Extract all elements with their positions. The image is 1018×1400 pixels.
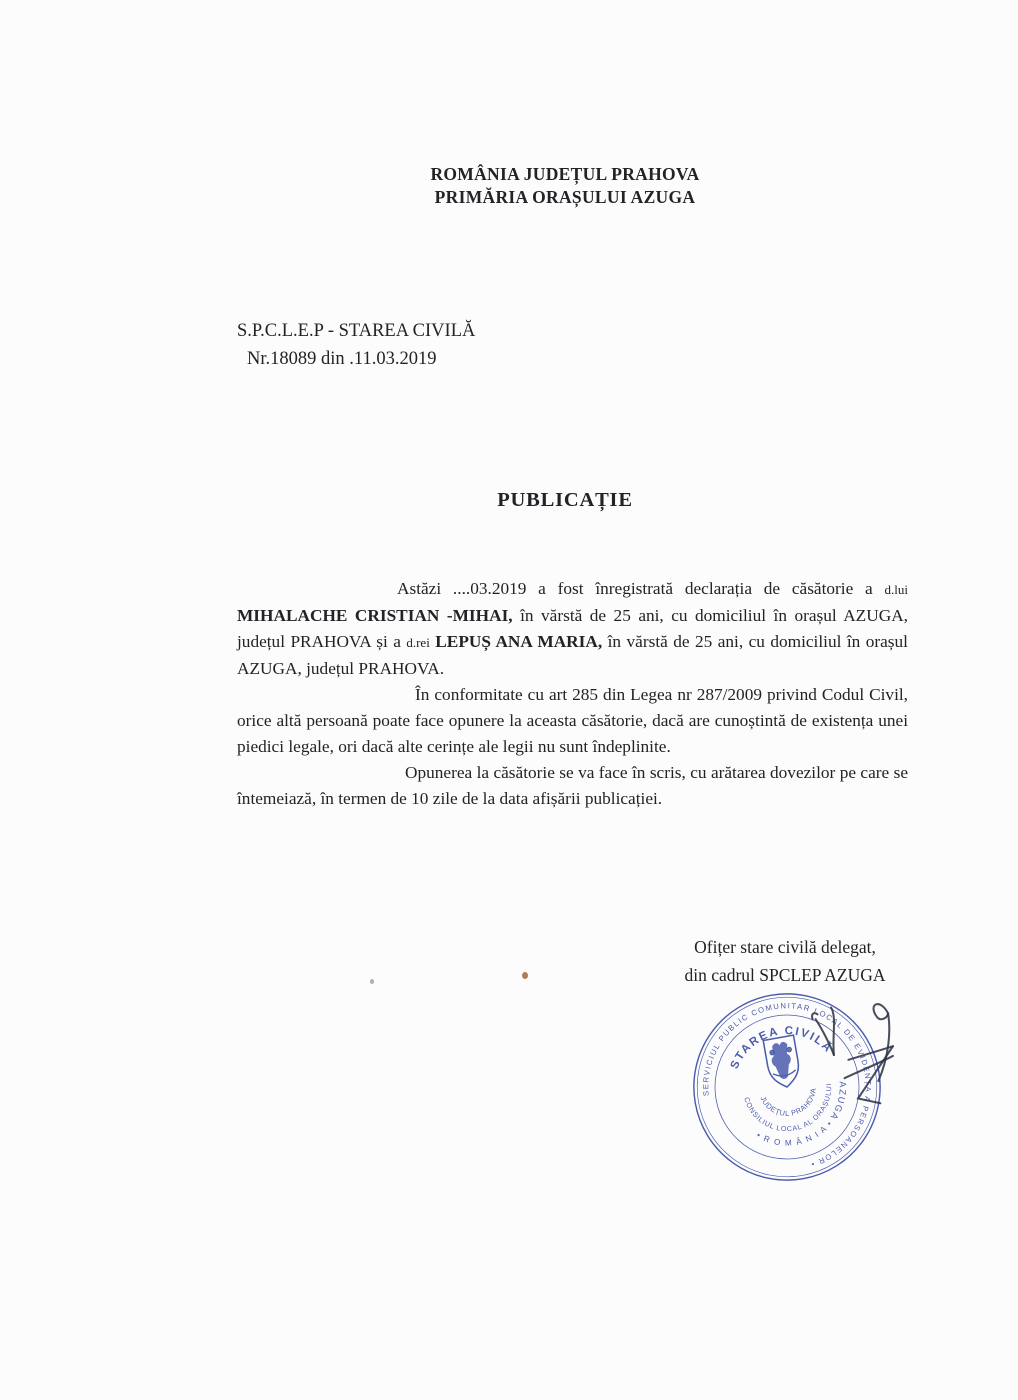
stamp-top-arc-text: STAREA CIVILĂ [728,1025,835,1071]
p1-lead: Astăzi ....03.2019 a fost înregistrată declarația de căsătorie a [397,579,885,598]
stamp-right-arc-text: AZUGA [828,1081,848,1123]
groom-prefix: d.lui [884,582,908,597]
stamp-bottom-arc-text: • R O M Â N I A • [754,1118,835,1148]
office-block [237,317,475,373]
signoff-block [645,933,925,989]
document-body [237,576,908,812]
p1-middle: în vărstă de 25 ani, cu domiciliul în orașul AZUGA, județul PRAHOVA și a [237,606,908,651]
paragraph-opposition: Opunerea la căsătorie se va face în scris, cu arătarea dovezilor pe care se întemeiază, în termen de 10 zile de la data afișării publicației. [237,763,908,808]
signoff-office: din cadrul SPCLEP AZUGA [684,965,886,985]
bride-name: LEPUȘ ANA MARIA, [429,632,603,651]
registration-number: Nr.18089 din .11.03.2019 [247,349,437,369]
signoff-role: Ofițer stare civilă delegat, [694,937,876,957]
paragraph-legal-basis: În conformitate cu art 285 din Legea nr 287/2009 privind Codul Civil, orice altă persoană poate face opunere la aceasta căsătorie, dacă are cunoștintă de existența unei piedici legale, ori dacă alte cerințe ale legii nu sunt îndeplinite. [237,685,908,756]
paragraph-declaration [237,576,908,682]
scan-speck [370,979,374,984]
bride-prefix: d.rei [406,635,430,650]
header-line-cityhall: PRIMĂRIA ORAȘULUI AZUGA [434,187,696,207]
stamp-outer-ring-text: SERVICIUL PUBLIC COMUNITAR LOCAL DE EVIDENȚA A PERSOANELOR • [701,1001,873,1170]
stamp-inner-arc-text: JUDEȚUL PRAHOVA [758,1087,818,1118]
header-line-country: ROMÂNIA JUDEȚUL PRAHOVA [430,164,700,184]
document-header [112,163,1018,209]
document-title: PUBLICAȚIE [497,489,633,511]
office-name: S.P.C.L.E.P - STAREA CIVILĂ [237,321,476,341]
groom-name: MIHALACHE CRISTIAN -MIHAI, [237,606,513,625]
scan-speck [522,972,528,979]
coat-of-arms-shield-icon [763,1035,802,1089]
handwritten-signature [802,996,920,1141]
p1-tail: în vărstă de 25 ani, cu domiciliul în orașul AZUGA, județul PRAHOVA. [237,632,908,678]
stamp-middle-arc-text: CONSILIUL LOCAL AL ORAȘULUI [742,1082,834,1134]
